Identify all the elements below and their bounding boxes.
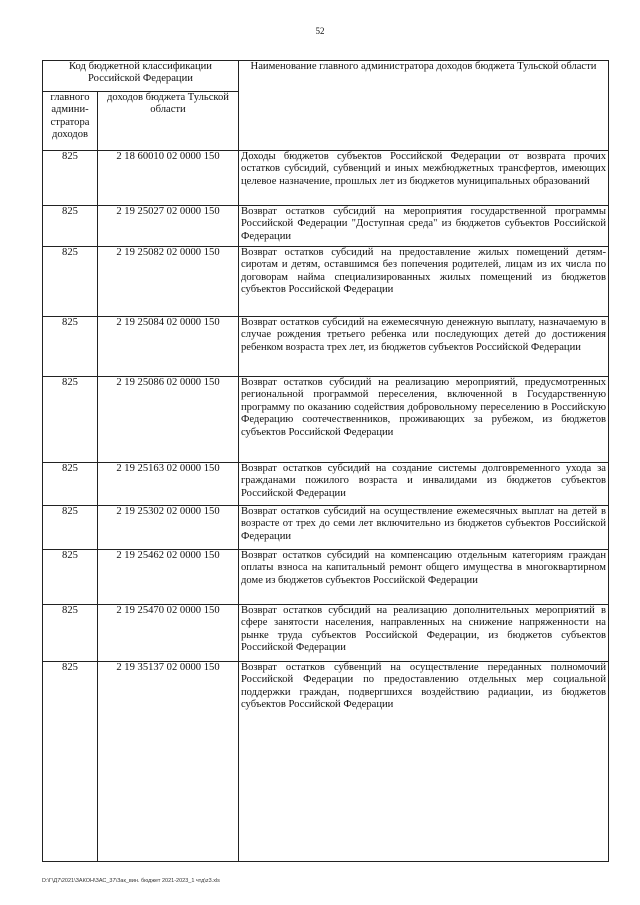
table-row bbox=[43, 550, 609, 605]
admin-code-cell: 825 bbox=[43, 662, 98, 862]
budget-code-cell: 2 19 25027 02 0000 150 bbox=[98, 206, 239, 247]
header-chief-administrator: главного админи-стратора доходов bbox=[43, 92, 98, 151]
table-row bbox=[43, 317, 609, 377]
income-name-cell: Возврат остатков субсидий на мероприятия государственной программы Российской Федерации "Доступная среда" из бюджетов субъектов Российской Федерации bbox=[239, 206, 609, 247]
table-row bbox=[43, 662, 609, 862]
table-row bbox=[43, 151, 609, 206]
table-row bbox=[43, 506, 609, 550]
table-row bbox=[43, 206, 609, 247]
header-administrator-name: Наименование главного администратора доходов бюджета Тульской области bbox=[239, 61, 609, 151]
income-name-cell: Возврат остатков субсидий на реализацию дополнительных мероприятий в сфере занятости населения, направленных на снижение напряженности на рынке труда субъектов Российской Федерации, из бюджетов субъектов Российской Федерации bbox=[239, 605, 609, 662]
income-name-cell: Возврат остатков субсидий на осуществление ежемесячных выплат на детей в возрасте от трех до семи лет включительно из бюджетов субъектов Российской Федерации bbox=[239, 506, 609, 550]
file-path-footer: D:\Г\Д7\2021\ЗАКОН\ЗАС_37\Зак_вин. бюджет 2021-2023_1 чтд\z3.xls bbox=[42, 878, 220, 884]
table-row bbox=[43, 463, 609, 506]
budget-code-cell: 2 19 25470 02 0000 150 bbox=[98, 605, 239, 662]
header-budget-income: доходов бюджета Тульской области bbox=[98, 92, 239, 151]
income-name-cell: Возврат остатков субсидий на реализацию мероприятий, предусмотренных региональной программой переселения, включенной в Государственную программу по оказанию содействия добровольному переселению в Российскую Федерацию соотечественников, проживающих за рубежом, из бюджетов субъектов Российской Федерации bbox=[239, 377, 609, 463]
income-name-cell: Возврат остатков субсидий на ежемесячную денежную выплату, назначаемую в случае рождения третьего ребенка или последующих детей до достижения ребенком возраста трех лет, из бюджетов субъектов Российской Федерации bbox=[239, 317, 609, 377]
table-row bbox=[43, 247, 609, 317]
table-row bbox=[43, 377, 609, 463]
income-name-cell: Возврат остатков субсидий на компенсацию отдельным категориям граждан оплаты взноса на капитальный ремонт общего имущества в многоквартирном доме из бюджетов субъектов Российской Федерации bbox=[239, 550, 609, 605]
header-row-1 bbox=[43, 61, 609, 92]
admin-code-cell: 825 bbox=[43, 247, 98, 317]
admin-code-cell: 825 bbox=[43, 151, 98, 206]
page-number: 52 bbox=[315, 26, 325, 36]
budget-code-cell: 2 19 25302 02 0000 150 bbox=[98, 506, 239, 550]
admin-code-cell: 825 bbox=[43, 506, 98, 550]
income-name-cell: Возврат остатков субвенций на осуществление переданных полномочий Российской Федерации по предоставлению отдельных мер социальной поддержки граждан, подвергшихся воздействию радиации, из бюджетов субъектов Российской Федерации bbox=[239, 662, 609, 862]
budget-code-cell: 2 18 60010 02 0000 150 bbox=[98, 151, 239, 206]
income-name-cell: Возврат остатков субсидий на создание системы долговременного ухода за гражданами пожилого возраста и инвалидами из бюджетов субъектов Российской Федерации bbox=[239, 463, 609, 506]
header-code-group: Код бюджетной классификации Российской Федерации bbox=[43, 61, 239, 92]
income-name-cell: Возврат остатков субсидий на предоставление жилых помещений детям-сиротам и детям, оставшимся без попечения родителей, лицам из их числа по договорам найма специализированных жилых помещений из бюджетов субъектов Российской Федерации bbox=[239, 247, 609, 317]
budget-code-cell: 2 19 35137 02 0000 150 bbox=[98, 662, 239, 862]
table-row bbox=[43, 605, 609, 662]
table-body bbox=[43, 151, 609, 862]
budget-code-cell: 2 19 25462 02 0000 150 bbox=[98, 550, 239, 605]
budget-code-cell: 2 19 25086 02 0000 150 bbox=[98, 377, 239, 463]
budget-classification-table bbox=[42, 60, 609, 862]
admin-code-cell: 825 bbox=[43, 463, 98, 506]
budget-code-cell: 2 19 25082 02 0000 150 bbox=[98, 247, 239, 317]
income-name-cell: Доходы бюджетов субъектов Российской Федерации от возврата прочих остатков субсидий, субвенций и иных межбюджетных трансфертов, имеющих целевое назначение, прошлых лет из бюджетов муниципальных образований bbox=[239, 151, 609, 206]
admin-code-cell: 825 bbox=[43, 206, 98, 247]
admin-code-cell: 825 bbox=[43, 605, 98, 662]
admin-code-cell: 825 bbox=[43, 317, 98, 377]
budget-code-cell: 2 19 25163 02 0000 150 bbox=[98, 463, 239, 506]
admin-code-cell: 825 bbox=[43, 377, 98, 463]
budget-code-cell: 2 19 25084 02 0000 150 bbox=[98, 317, 239, 377]
admin-code-cell: 825 bbox=[43, 550, 98, 605]
